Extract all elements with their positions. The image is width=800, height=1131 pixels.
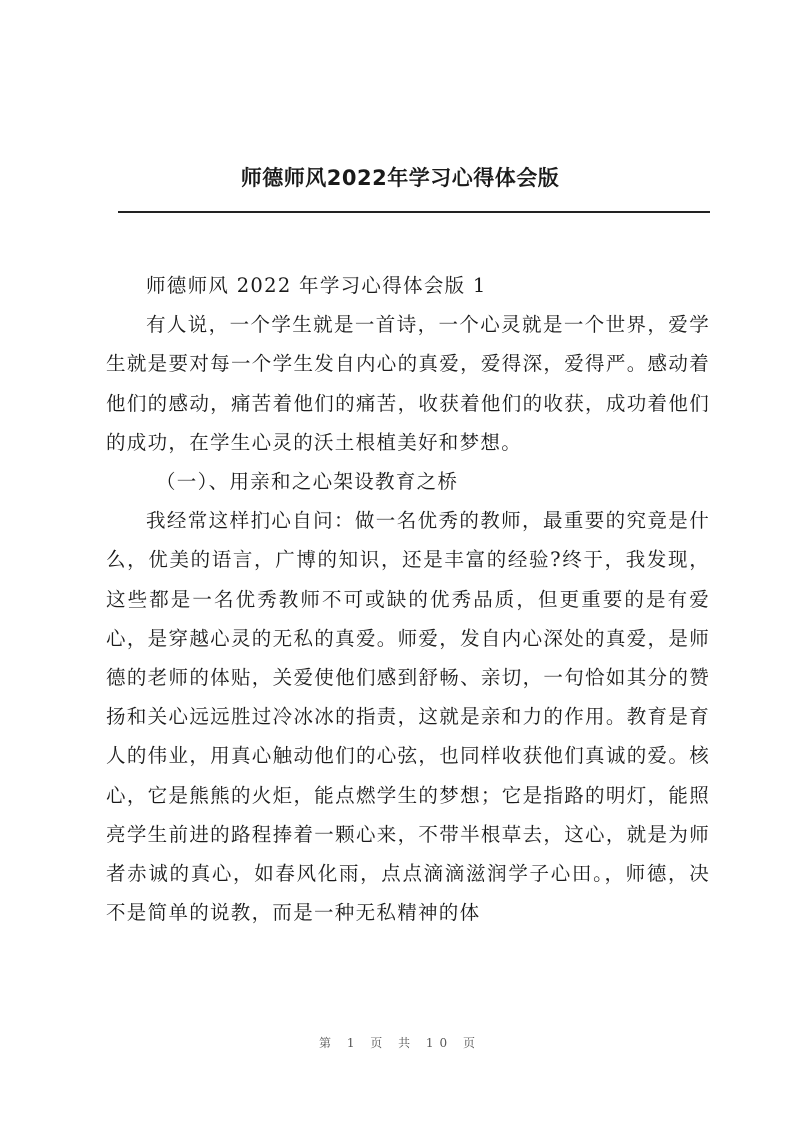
subsection-heading: （一）、用亲和之心架设教育之桥 (156, 470, 459, 494)
document-title: 师德师风2022年学习心得体会版 (240, 166, 560, 190)
page-number-footer: 第 1 页 共 10 页 (319, 1036, 481, 1050)
title-divider (118, 211, 710, 213)
paragraph: 我经常这样扪心自问：做一名优秀的教师，最重要的究竟是什么，优美的语言，广博的知识，还是丰富的经验?终于，我发现，这些都是一名优秀教师不可或缺的优秀品质，但更重要的是有爱心，是穿越心灵的无私的真爱。师爱，发自内心深处的真爱，是师德的老师的体贴，关爱使他们感到舒畅、亲切，一句恰如其分的赞扬和关心远远胜过冷冰冰的指责，这就是亲和力的作用。教育是育人的伟业，用真心触动他们的心弦，也同样收获他们真诚的爱。核心，它是熊熊的火炬，能点燃学生的梦想；它是指路的明灯，能照亮学生前进的路程捧着一颗心来，不带半根草去，这心，就是为师者赤诚的真心，如春风化雨，点点滴滴滋润学子心田。，师德，决不是简单的说教，而是一种无私精神的体 (106, 509, 710, 925)
paragraph: 有人说，一个学生就是一首诗，一个心灵就是一个世界，爱学生就是要对每一个学生发自内心的真爱，爱得深，爱得严。感动着他们的感动，痛苦着他们的痛苦，收获着他们的收获，成功着他们的成功，在学生心灵的沃土根植美好和梦想。 (106, 313, 710, 454)
document-body (106, 266, 710, 932)
section-heading: 师德师风 2022 年学习心得体会版 1 (146, 274, 487, 297)
